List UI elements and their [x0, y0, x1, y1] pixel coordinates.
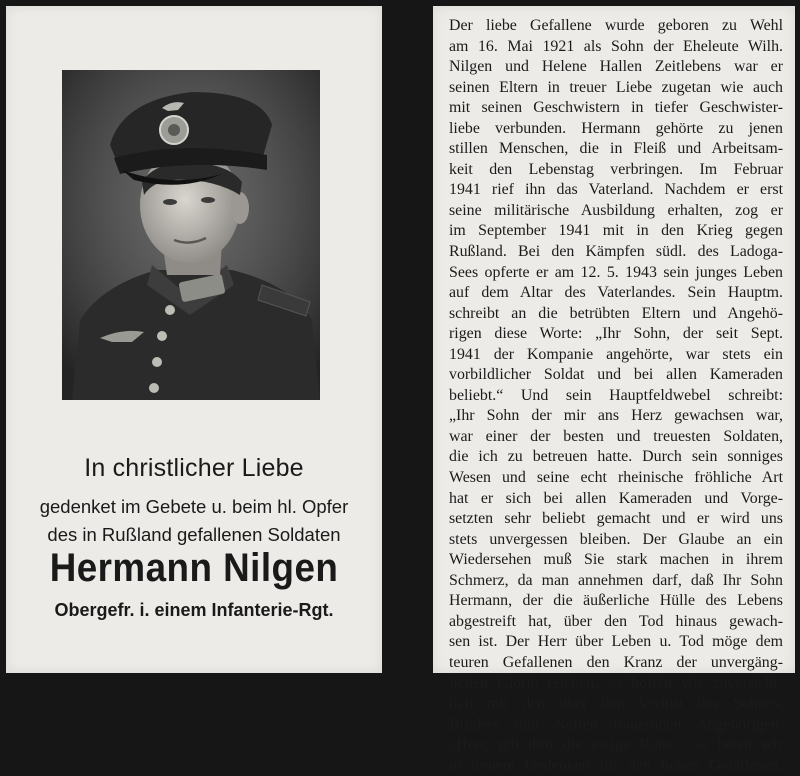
text-line: seine militärische Ausbildung erhalten, zog er: [449, 201, 783, 219]
text-line: „Ihr Sohn der mir ans Herz gewachsen war,: [449, 407, 783, 425]
text-line: vorbildlicher Soldat und bei allen Kameraden: [449, 366, 783, 384]
deceased-name: Hermann Nilgen: [49, 546, 339, 590]
text-line: schreibt an die betrübten Eltern und Angehö-: [449, 304, 783, 322]
text-line: lichen Glorie reichen, so hoffen wir zuversicht-: [449, 674, 783, 692]
text-line: liebe verbunden. Hermann gehörte zu jenen: [449, 119, 783, 137]
text-line: Sees opferte er am 12. 5. 1943 sein junges Leben: [449, 263, 783, 281]
soldier-portrait: [62, 70, 320, 400]
text-line: Nilgen und Helene Hallen Zeitlebens war er: [449, 58, 783, 76]
text-line: Wesen und seine echt rheinische fröhliche Art: [449, 469, 783, 487]
text-line: Der liebe Gefallene wurde geboren zu Wehl: [449, 17, 783, 34]
text-line: Rußland. Bei den Kämpfen südl. des Ladoga-: [449, 243, 783, 261]
text-line: stets unvergessen bleiben. Der Glaube an ein: [449, 530, 783, 548]
text-line: keit den Lebenstag verbringen. Im Februar: [449, 160, 783, 178]
text-line: mit seinen Geschwistern in tiefer Geschwister-: [449, 99, 783, 117]
text-line: die ich zu betreuen hatte. Durch sein sonniges: [449, 448, 783, 466]
text-line: rigen diese Worte: „Ihr Sohn, der seit Sept.: [449, 325, 783, 343]
text-line: abgestreift hat, über den Tod hinaus gewach-: [449, 612, 783, 630]
text-line: lich mit den über den Verlust des Sohnes,: [449, 695, 783, 713]
dedication-line-2: gedenket im Gebete u. beim hl. Opfer: [39, 496, 349, 517]
text-line: 1941 der Kompanie angehörte, war stets ein: [449, 345, 783, 363]
text-line: Hermann, der die äußerliche Hülle des Lebens: [449, 592, 783, 610]
text-line: hat er sich bei allen Kameraden und Vorge-: [449, 489, 783, 507]
text-line: in treuem Gedenken für den lieben Gefallenen.: [449, 756, 783, 774]
biography-text: [449, 16, 783, 776]
memorial-card-back: [433, 6, 795, 774]
text-line: 1941 rief ihn das Vaterland. Nachdem er erst: [449, 181, 783, 199]
text-line: auf dem Altar des Vaterlandes. Sein Hauptm.: [449, 284, 783, 302]
text-line: setzten sehr beliebt gemacht und er wird uns: [449, 510, 783, 528]
text-line: sen ist. Der Herr über Leben u. Tod möge dem: [449, 633, 783, 651]
military-rank: Obergefr. i. einem Infanterie-Rgt.: [54, 600, 334, 620]
text-line: war einer der besten und treuesten Soldaten,: [449, 427, 783, 445]
text-line: stillen Menschen, die in Fleiß und Arbeitsam-: [449, 140, 783, 158]
text-line: Bruders und Neffen trauernden Angehörigen.: [449, 715, 783, 733]
portrait-illustration: [62, 70, 320, 400]
text-line: im September 1941 mit in den Krieg gegen: [449, 222, 783, 240]
text-line: am 16. Mai 1921 als Sohn der Eheleute Wilh.: [449, 37, 783, 55]
dedication-line-1: In christlicher Liebe: [84, 454, 304, 482]
memorial-card-front: [6, 6, 382, 673]
text-line: beliebt.“ Und sein Hauptfeldwebel schreibt:: [449, 386, 783, 404]
text-line: „Herr, gib ihm die ewige Ruhe,“ so beten wir: [449, 736, 783, 754]
text-line: Wiedersehen muß Sie stark machen in ihrem: [449, 551, 783, 569]
text-line: teuren Gefallenen den Kranz der unvergäng-: [449, 653, 783, 671]
text-line: Schmerz, da man annehmen darf, daß Ihr Sohn: [449, 571, 783, 589]
dedication-line-3: des in Rußland gefallenen Soldaten: [47, 524, 341, 545]
text-line: seinen Eltern in treuer Liebe zugetan wie auch: [449, 78, 783, 96]
